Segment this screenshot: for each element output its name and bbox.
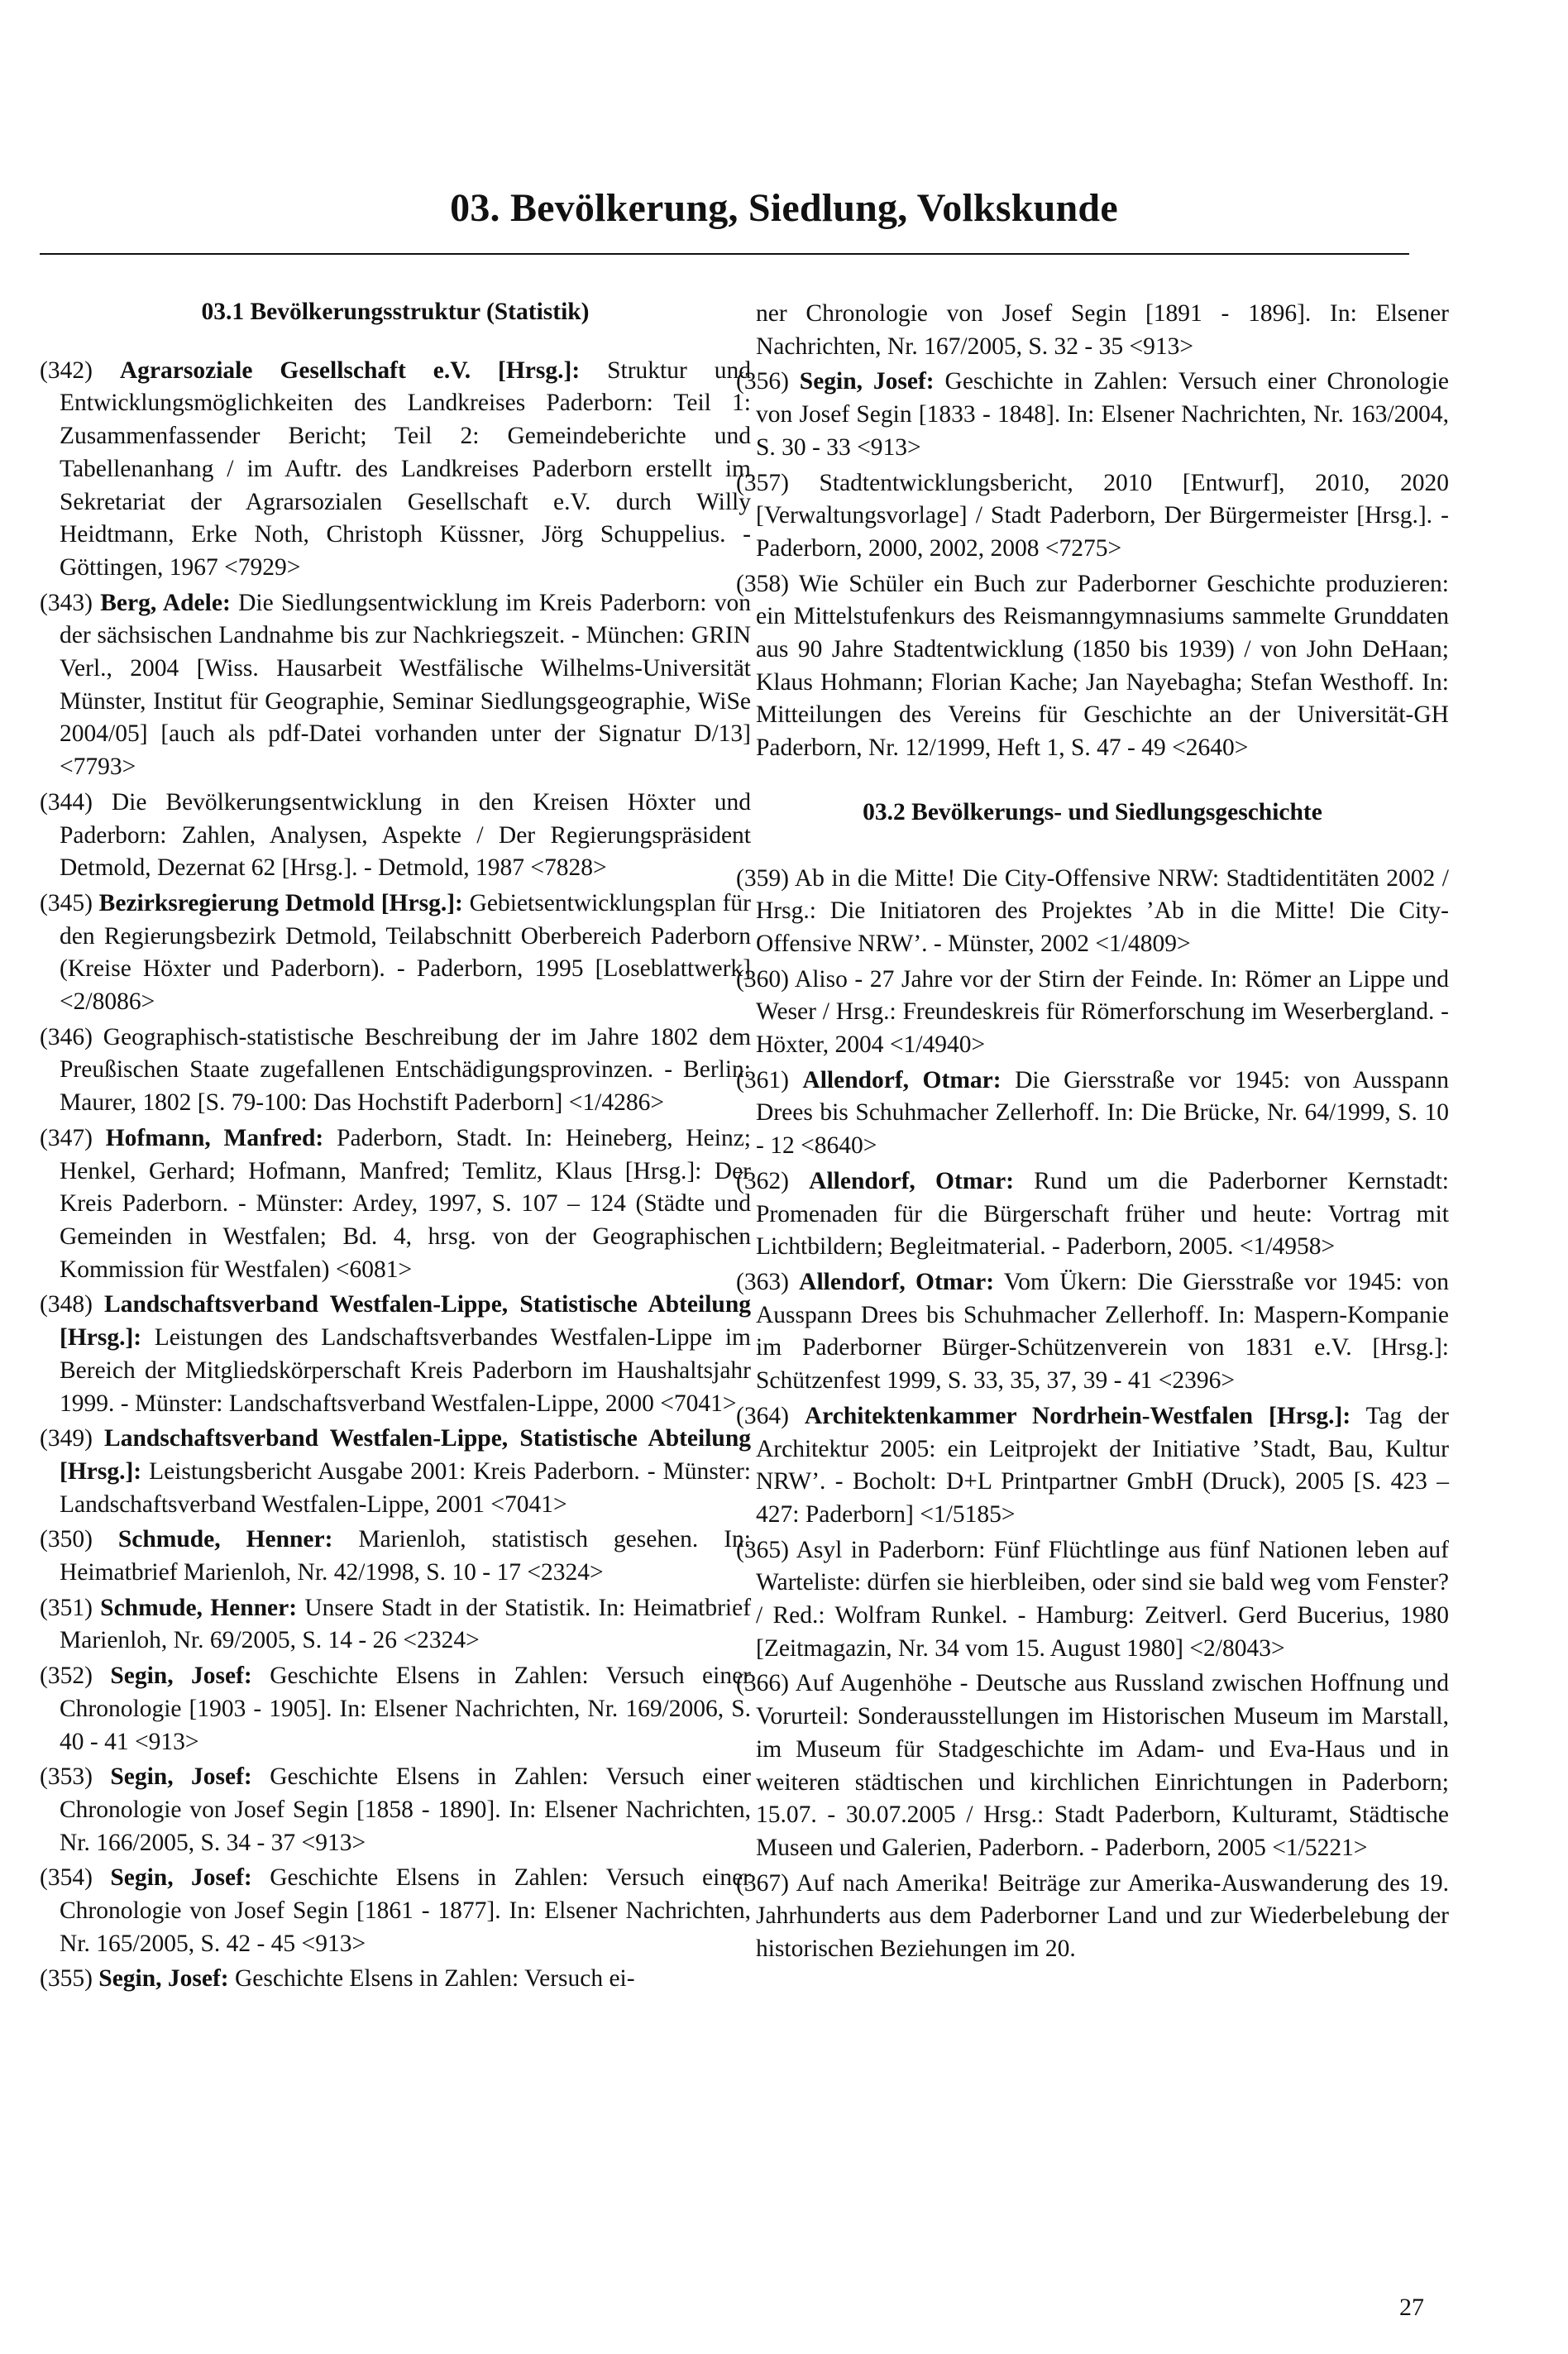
entry-number: (351) — [40, 1594, 93, 1621]
entry-number: (353) — [40, 1763, 93, 1791]
entry-number: (364) — [736, 1402, 789, 1429]
entry-number: (343) — [40, 589, 93, 616]
bibliography-entry — [736, 863, 1449, 961]
entry-text: Geschichte Elsens in Zahlen: Versuch einer Chronologie von Josef Segin [1861 - 1877]. In: Elsener Nachrichten, Nr. 165/2005, S. 42 - 45 <913> — [60, 1864, 752, 1957]
entry-text: Ab in die Mitte! Die City-Offensive NRW: Stadtidentitäten 2002 / Hrsg.: Die Initiatoren des Projektes ’Ab in die Mitte! Die City-Offensive NRW’. - Münster, 2002 <1/4809> — [756, 864, 1449, 957]
entry-number: (362) — [736, 1167, 789, 1194]
entry-number: (348) — [40, 1291, 93, 1318]
entry-number: (361) — [736, 1066, 789, 1093]
entry-text: Paderborn, Stadt. In: Heineberg, Heinz; Henkel, Gerhard; Hofmann, Manfred; Temlitz, Klaus [Hrsg.]: Der Kreis Paderborn. - Münster: Ardey, 1997, S. 107 – 124 (Städte und Gemeinden in Westfalen; Bd. 4, hrsg. von der Geographischen Kommission für Westfalen) <6081> — [60, 1124, 752, 1283]
entry-number: (363) — [736, 1268, 789, 1295]
entry-number: (345) — [40, 889, 93, 916]
entry-author: Schmude, Henner: — [117, 1526, 333, 1553]
title-divider — [40, 253, 1409, 255]
entry-number: (366) — [736, 1670, 789, 1697]
entry-number: (352) — [40, 1663, 93, 1690]
bibliography-entry — [736, 467, 1449, 566]
entry-text: Geographisch-statistische Beschreibung der im Jahre 1802 dem Preußischen Staate zugefallenen Entschädigungsprovinzen. - Berlin: Maurer, 1802 [S. 79-100: Das Hochstift Paderborn] <1/4286> — [60, 1023, 752, 1117]
entry-text: Vom Ükern: Die Giersstraße vor 1945: von Ausspann Drees bis Schuhmacher Zellerhoff. In: Maspern-Kompanie im Paderborner Bürger-Schützenverein von 1831 e.V. [Hrsg.]: Schützenfest 1999, S. 33, 35, 37, 39 - 41 <2396> — [756, 1268, 1450, 1395]
section-heading-03-2: 03.2 Bevölkerungs- und Siedlungsgeschichte — [863, 798, 1322, 825]
section-heading-03-1: 03.1 Bevölkerungsstruktur (Statistik) — [201, 299, 590, 325]
bibliography-entry — [40, 1423, 751, 1521]
entry-author: Hofmann, Manfred: — [105, 1124, 324, 1151]
bibliography-entry — [40, 1122, 751, 1287]
entry-text: Geschichte in Zahlen: Versuch einer Chronologie von Josef Segin [1833 - 1848]. In: Elsener Nachrichten, Nr. 163/2004, S. 30 - 33 <913> — [756, 368, 1450, 461]
entry-text: Rund um die Paderborner Kernstadt: Promenaden für die Bürgerschaft früher und heute: Vortrag mit Lichtbildern; Begleitmaterial. - Paderborn, 2005. <1/4958> — [756, 1167, 1450, 1261]
bibliography-entry — [40, 1592, 751, 1658]
entry-number: (355) — [40, 1965, 93, 1993]
bibliography-entry — [40, 1862, 751, 1960]
page-number: 27 — [1399, 2294, 1424, 2321]
entry-text: Stadtentwicklungsbericht, 2010 [Entwurf], 2010, 2020 [Verwaltungsvorlage] / Stadt Paderborn, Der Bürgermeister [Hrsg.]. - Paderborn, 2000, 2002, 2008 <7275> — [756, 469, 1450, 562]
entry-text: Auf Augenhöhe - Deutsche aus Russland zwischen Hoffnung und Vorurteil: Sonderausstellungen im Historischen Museum im Marstall, im Museum für Stadgeschichte im Adam- und Eva-Haus und in weiteren städtischen und kirchlichen Einrichtungen in Paderborn; 15.07. - 30.07.2005 / Hrsg.: Stadt Paderborn, Kulturamt, Städtische Museen und Galerien, Paderborn. - Paderborn, 2005 <1/5221> — [756, 1670, 1449, 1861]
entry-number: (356) — [736, 368, 789, 395]
entry-number: (357) — [736, 469, 789, 496]
entry-author: Allendorf, Otmar: — [799, 1268, 995, 1295]
entry-number: (347) — [40, 1124, 93, 1151]
entry-author: Architektenkammer Nordrhein-Westfalen [Hrsg.]: — [804, 1402, 1351, 1429]
bibliography-entry — [736, 964, 1449, 1062]
right-column — [736, 298, 1449, 1969]
entry-number: (346) — [40, 1023, 93, 1050]
bibliography-entry — [736, 1667, 1449, 1864]
bibliography-entry — [736, 1534, 1449, 1666]
entry-text: Gebietsentwicklungsplan für den Regierungsbezirk Detmold, Teilabschnitt Oberbereich Paderborn (Kreise Höxter und Paderborn). - Paderborn, 1995 [Loseblattwerk] <2/8086> — [60, 889, 751, 1016]
entry-number: (367) — [736, 1869, 789, 1897]
entry-number: (344) — [40, 788, 93, 816]
bibliography-entry — [40, 1761, 751, 1859]
entry-author: Landschaftsverband Westfalen-Lippe, Statistische Abteilung [Hrsg.]: — [60, 1425, 751, 1485]
bibliography-entry — [40, 587, 751, 784]
entry-text: Geschichte Elsens in Zahlen: Versuch ei- — [228, 1965, 635, 1993]
entry-number: (349) — [40, 1425, 93, 1452]
entry-author: Landschaftsverband Westfalen-Lippe, Statistische Abteilung [Hrsg.]: — [60, 1291, 751, 1352]
bibliography-entry — [40, 355, 751, 585]
right-entry-list-b — [736, 863, 1449, 1966]
entry-text: Unsere Stadt in der Statistik. In: Heimatbrief Marienloh, Nr. 69/2005, S. 14 - 26 <2324> — [60, 1594, 752, 1654]
continued-entry: ner Chronologie von Josef Segin [1891 - 1896]. In: Elsener Nachrichten, Nr. 167/2005, S. 32 - 35 <913> — [756, 300, 1449, 360]
left-entry-list — [40, 355, 751, 1996]
entry-text: Marienloh, statistisch gesehen. In: Heimatbrief Marienloh, Nr. 42/1998, S. 10 - 17 <2324> — [60, 1526, 752, 1586]
bibliography-entry — [40, 787, 751, 885]
entry-number: (358) — [736, 570, 789, 597]
entry-number: (360) — [736, 965, 789, 993]
entry-author: Segin, Josef: — [110, 1663, 252, 1690]
bibliography-entry — [736, 1065, 1449, 1163]
page-title: 03. Bevölkerung, Siedlung, Volkskunde — [450, 186, 1118, 230]
bibliography-entry — [736, 366, 1449, 464]
entry-number: (342) — [40, 356, 93, 384]
bibliography-entry — [40, 1524, 751, 1589]
entry-author: Bezirksregierung Detmold [Hrsg.]: — [98, 889, 463, 916]
entry-number: (350) — [40, 1526, 93, 1553]
bibliography-entry — [736, 1868, 1449, 1966]
entry-author: Segin, Josef: — [98, 1965, 229, 1993]
entry-text: Geschichte Elsens in Zahlen: Versuch einer Chronologie von Josef Segin [1858 - 1890]. In: Elsener Nachrichten, Nr. 166/2005, S. 34 - 37 <913> — [60, 1763, 752, 1856]
bibliography-entry — [40, 1022, 751, 1120]
entry-author: Berg, Adele: — [100, 589, 231, 616]
bibliography-entry — [40, 888, 751, 1019]
entry-author: Segin, Josef: — [799, 368, 935, 395]
entry-text: Asyl in Paderborn: Fünf Flüchtlinge aus fünf Nationen leben auf Warteliste: dürfen sie hierbleiben, oder sind sie bald weg vom Fenster? / Red.: Wolfram Runkel. - Hamburg: Zeitverl. Gerd Bucerius, 1980 [Zeitmagazin, Nr. 34 vom 15. August 1980] <2/8043> — [756, 1536, 1449, 1662]
entry-text: Geschichte Elsens in Zahlen: Versuch einer Chronologie [1903 - 1905]. In: Elsener Nachrichten, Nr. 169/2006, S. 40 - 41 <913> — [60, 1663, 752, 1755]
left-column — [40, 296, 751, 1998]
entry-number: (359) — [736, 864, 789, 892]
entry-author: Allendorf, Otmar: — [809, 1167, 1015, 1194]
entry-text: Tag der Architektur 2005: ein Leitprojekt der Initiative ’Stadt, Bau, Kultur NRW’. - Bocholt: D+L Printpartner GmbH (Druck), 2005 [S. 423 – 427: Paderborn] <1/5185> — [756, 1402, 1449, 1528]
entry-author: Allendorf, Otmar: — [802, 1066, 1002, 1093]
entry-author: Segin, Josef: — [110, 1864, 252, 1892]
entry-author: Segin, Josef: — [110, 1763, 252, 1791]
bibliography-entry — [736, 1400, 1449, 1532]
entry-number: (365) — [736, 1536, 789, 1563]
entry-text: Die Siedlungsentwicklung im Kreis Paderborn: von der sächsischen Landnahme bis zur Nachkriegszeit. - München: GRIN Verl., 2004 [Wiss. Hausarbeit Westfälische Wilhelms-Universität Münster, Institut für Geographie, Seminar Siedlungsgeographie, WiSe 2004/05] [auch als pdf-Datei vorhanden unter der Signatur D/13] <7793> — [60, 589, 752, 781]
entry-text: Die Bevölkerungsentwicklung in den Kreisen Höxter und Paderborn: Zahlen, Analysen, Aspekte / Der Regierungspräsident Detmold, Dezernat 62 [Hrsg.]. - Detmold, 1987 <7828> — [60, 788, 752, 882]
right-entry-list-a — [736, 366, 1449, 764]
entry-text: Leistungsbericht Ausgabe 2001: Kreis Paderborn. - Münster: Landschaftsverband Westfalen-Lippe, 2001 <7041> — [60, 1457, 751, 1518]
entry-text: Aliso - 27 Jahre vor der Stirn der Feinde. In: Römer an Lippe und Weser / Hrsg.: Freundeskreis für Römerforschung im Weserbergland. - Höxter, 2004 <1/4940> — [756, 965, 1449, 1059]
bibliography-entry — [40, 1660, 751, 1758]
bibliography-entry — [40, 1963, 751, 1996]
entry-author: Agrarsoziale Gesellschaft e.V. [Hrsg.]: — [119, 356, 581, 384]
entry-text: Leistungen des Landschaftsverbandes Westfalen-Lippe im Bereich der Mitgliedskörperschaft Kreis Paderborn im Haushaltsjahr 1999. - Münster: Landschaftsverband Westfalen-Lippe, 2000 <7041> — [60, 1324, 751, 1417]
entry-text: Auf nach Amerika! Beiträge zur Amerika-Auswanderung des 19. Jahrhunderts aus dem Paderborner Land und zur Wiederbelebung der historischen Beziehungen im 20. — [756, 1869, 1449, 1963]
bibliography-entry — [40, 1289, 751, 1420]
bibliography-entry — [736, 568, 1449, 765]
entry-author: Schmude, Henner: — [100, 1594, 298, 1621]
entry-number: (354) — [40, 1864, 93, 1892]
entry-text: Wie Schüler ein Buch zur Paderborner Geschichte produzieren: ein Mittelstufenkurs des Reismanngymnasiums sammelte Grunddaten aus 90 Jahre Stadtentwicklung (1850 bis 1939) / von John DeHaan; Klaus Hohmann; Florian Kache; Jan Nayebagha; Stefan Westhoff. In: Mitteilungen des Vereins für Geschichte an der Universität-GH Paderborn, Nr. 12/1999, Heft 1, S. 47 - 49 <2640> — [756, 570, 1450, 762]
entry-text: Die Giersstraße vor 1945: von Ausspann Drees bis Schuhmacher Zellerhoff. In: Die Brücke, Nr. 64/1999, S. 10 - 12 <8640> — [756, 1066, 1449, 1160]
bibliography-entry — [736, 1266, 1449, 1398]
entry-text: Struktur und Entwicklungsmöglichkeiten des Landkreises Paderborn: Teil 1: Zusammenfassender Bericht; Teil 2: Gemeindeberichte und Tabellenanhang / im Auftr. des Landkreises Paderborn erstellt im Sekretariat der Agrarsozialen Gesellschaft e.V. durch Willy Heidtmann, Erke Noth, Christoph Küssner, Jörg Schuppelius. - Göttingen, 1967 <7929> — [60, 356, 751, 581]
bibliography-entry — [736, 1165, 1449, 1264]
